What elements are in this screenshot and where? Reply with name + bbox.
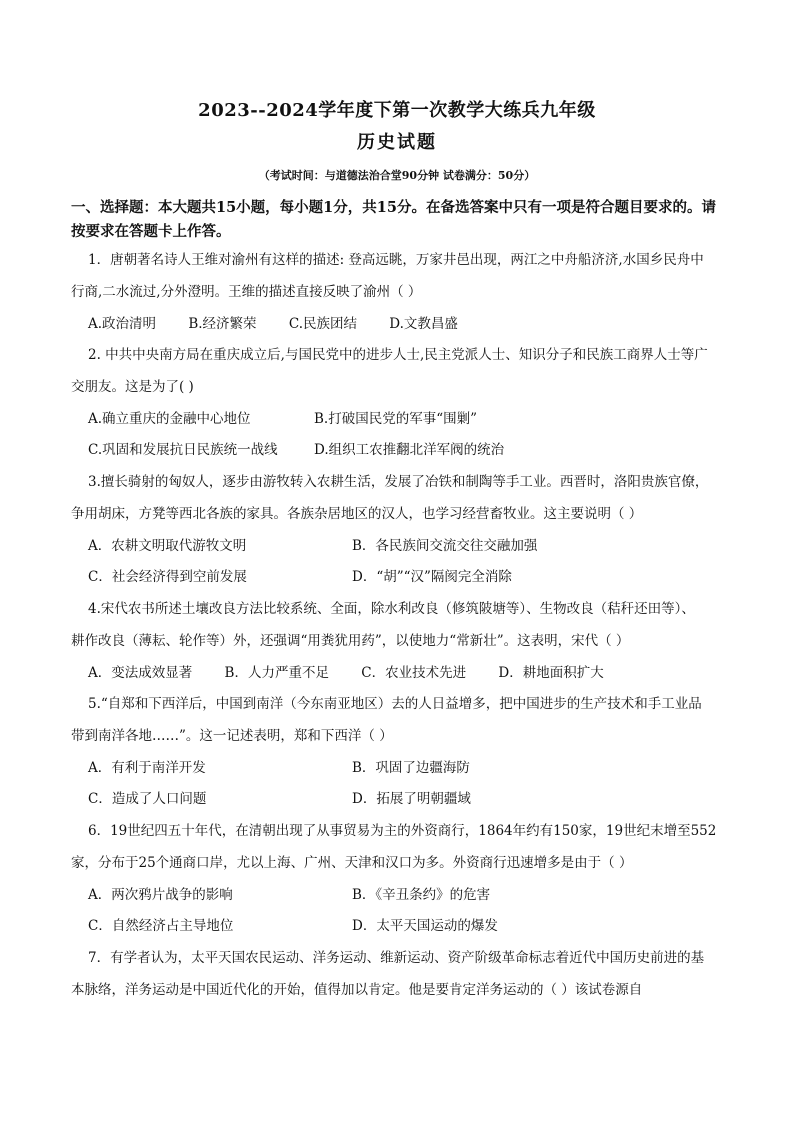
question-5-option-c: C．造成了人口问题 <box>88 791 207 807</box>
question-2-line-1: 2. 中共中央南方局在重庆成立后,与国民党中的进步人士,民主党派人士、知识分子和民族工商界人士等广 <box>88 347 708 363</box>
exam-info: （考试时间：与道德法治合堂90分钟 试卷满分：50分） <box>258 169 536 182</box>
question-2-option-a: A.确立重庆的金融中心地位 <box>88 411 251 427</box>
question-4-option-b: B．人力严重不足 <box>224 665 329 681</box>
question-7-line-1: 7．有学者认为，太平天国农民运动、洋务运动、维新运动、资产阶级革命标志着近代中国历史前进的基 <box>88 950 705 966</box>
question-4-option-c: C．农业技术先进 <box>361 665 467 681</box>
question-3-option-c: C．社会经济得到空前发展 <box>88 569 247 585</box>
question-4-options <box>88 664 632 682</box>
question-1-line-1: 1．唐朝著名诗人王维对渝州有这样的描述: 登高远眺，万家井邑出现，两江之中舟船济济,水国乡民舟中 <box>88 252 704 268</box>
question-6-option-b: B．《辛丑条约》的危害 <box>352 887 491 903</box>
question-4-line-1: 4.宋代农书所述土壤改良方法比较系统、全面，除水利改良（修筑陂塘等）、生物改良（秸秆还田等）、 <box>88 601 695 617</box>
question-1-option-b: B.经济繁荣 <box>188 316 257 332</box>
question-1-option-a: A.政治清明 <box>88 316 157 332</box>
question-5-option-b: B．巩固了边疆海防 <box>352 760 470 776</box>
question-3-line-2: 争用胡床，方凳等西北各族的家具。各族杂居地区的汉人，也学习经营畜牧业。这主要说明（ ） <box>71 506 643 522</box>
question-5-option-a: A．有利于南洋开发 <box>88 760 206 776</box>
question-2-option-c: C.巩固和发展抗日民族统一战线 <box>88 442 278 458</box>
question-3-option-a: A．农耕文明取代游牧文明 <box>88 538 247 554</box>
question-6-line-2: 家，分布于25个通商口岸，尤以上海、广州、天津和汉口为多。外资商行迅速增多是由于（ ） <box>71 855 633 871</box>
question-6-option-c: C．自然经济占主导地位 <box>88 918 234 934</box>
question-4-option-a: A．变法成效显著 <box>88 665 193 681</box>
exam-subject-title: 历史试题 <box>357 132 437 153</box>
question-3-option-b: B．各民族间交流交往交融加强 <box>352 538 538 554</box>
question-1-options <box>88 315 486 333</box>
question-2-option-b: B.打破国民党的军事“围剿” <box>314 411 478 427</box>
question-4-line-2: 耕作改良（薄耘、轮作等）外，还强调“用粪犹用药”，以使地力“常新壮”。这表明，宋代（ ） <box>71 633 630 649</box>
question-5-option-d: D．拓展了明朝疆域 <box>352 791 471 807</box>
section-heading: 一、选择题：本大题共15小题，每小题1分，共15分。在备选答案中只有一项是符合题目要求的。请按要求在答题卡上作答。 <box>71 199 716 240</box>
exam-title: 2023--2024学年度下第一次教学大练兵九年级 <box>198 100 596 121</box>
question-6-option-d: D．太平天国运动的爆发 <box>352 918 498 934</box>
question-3-line-1: 3.擅长骑射的匈奴人，逐步由游牧转入农耕生活，发展了冶铁和制陶等手工业。西晋时，洛阳贵族官僚， <box>88 474 709 490</box>
question-6-line-1: 6．19世纪四五十年代，在清朝出现了从事贸易为主的外资商行，1864年约有150家，19世纪末增至552 <box>88 823 717 839</box>
question-1-option-d: D.文教昌盛 <box>389 316 458 332</box>
question-6-option-a: A．两次鸦片战争的影响 <box>88 887 233 903</box>
question-4-option-d: D．耕地面积扩大 <box>498 665 604 681</box>
question-5-line-2: 带到南洋各地……”。这一记述表明，郑和下西洋（ ） <box>71 728 393 744</box>
question-2-option-d: D.组织工农推翻北洋军阀的统治 <box>314 442 505 458</box>
question-2-line-2: 交朋友。这是为了( ) <box>71 379 194 395</box>
question-1-option-c: C.民族团结 <box>288 316 357 332</box>
question-3-option-d: D．“胡”“汉”隔阂完全消除 <box>352 569 512 585</box>
question-5-line-1: 5.“自郑和下西洋后，中国到南洋（今东南亚地区）去的人日益增多，把中国进步的生产技术和手工业品 <box>88 696 702 712</box>
question-7-line-2: 本脉络，洋务运动是中国近代化的开始，值得加以肯定。他是要肯定洋务运动的（ ）该试卷源自 <box>71 982 643 998</box>
question-1-line-2: 行商,二水流过,分外澄明。王维的描述直接反映了渝州（ ） <box>71 284 422 300</box>
